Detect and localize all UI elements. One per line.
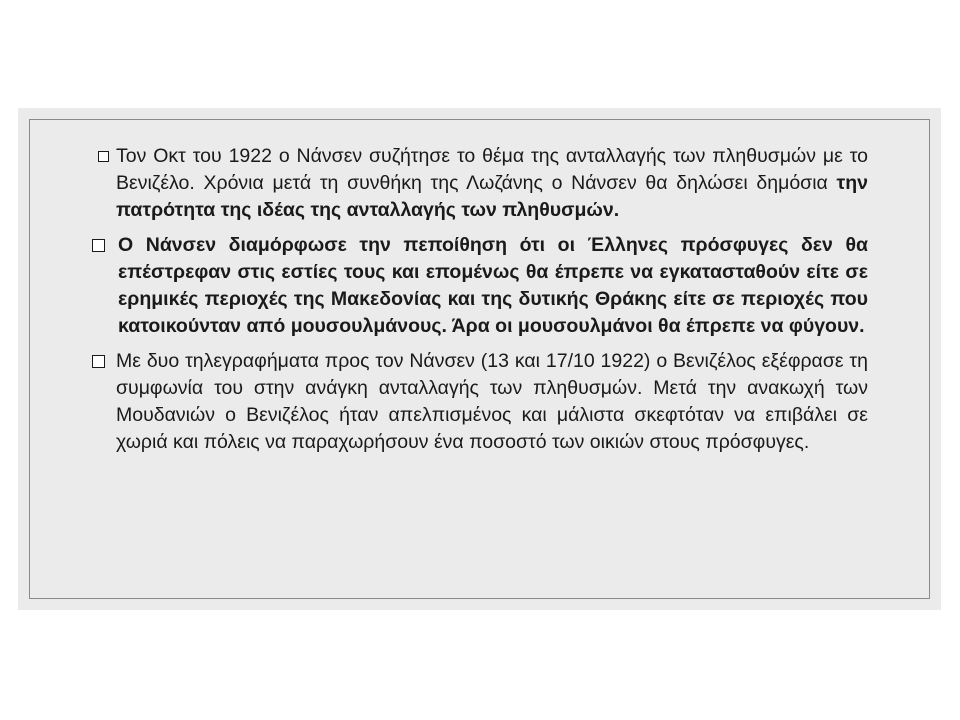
bullet-item-1-bold-text: την πατρότητα της ιδέας της ανταλλαγής των πληθυσμών. <box>116 172 868 221</box>
bullet-item-3 <box>92 348 868 456</box>
checkbox-square-icon <box>92 239 105 252</box>
bullet-item-2-bold-text: Ο Νάνσεν διαμόρφωσε την πεποίθηση ότι οι Έλληνες πρόσφυγες δεν θα επέστρεφαν στις εστίες τους και επομένως θα έπρεπε να εγκατασταθούν είτε σε ερημικές περιοχές της Μακεδονίας και της δυτικής Θράκης είτε σε περιοχές που κατοικούνταν από μουσουλμάνους. Άρα οι μουσουλμάνοι θα έπρεπε να φύγουν. <box>118 234 868 337</box>
checkbox-square-icon <box>98 151 109 162</box>
bullet-list <box>92 143 868 464</box>
checkbox-square-icon <box>92 355 105 368</box>
bullet-item-1 <box>92 143 868 224</box>
bullet-item-1-text: Τον Οκτ του 1922 ο Νάνσεν συζήτησε το θέμα της ανταλλαγής των πληθυσμών με το Βενιζέλο. Χρόνια μετά τη συνθήκη της Λωζάνης ο Νάνσεν θα δηλώσει δημόσια <box>116 145 868 194</box>
bullet-item-2 <box>92 232 868 340</box>
bullet-item-3-text: Με δυο τηλεγραφήματα προς τον Νάνσεν (13 και 17/10 1922) ο Βενιζέλος εξέφρασε τη συμφωνία του στην ανάγκη ανταλλαγής των πληθυσμών. Μετά την ανακωχή των Μουδανιών ο Βενιζέλος ήταν απελπισμένος και μάλιστα σκεφτόταν να επιβάλει σε χωριά και πόλεις να παραχωρήσουν ένα ποσοστό των οικιών στους πρόσφυγες. <box>116 350 868 453</box>
